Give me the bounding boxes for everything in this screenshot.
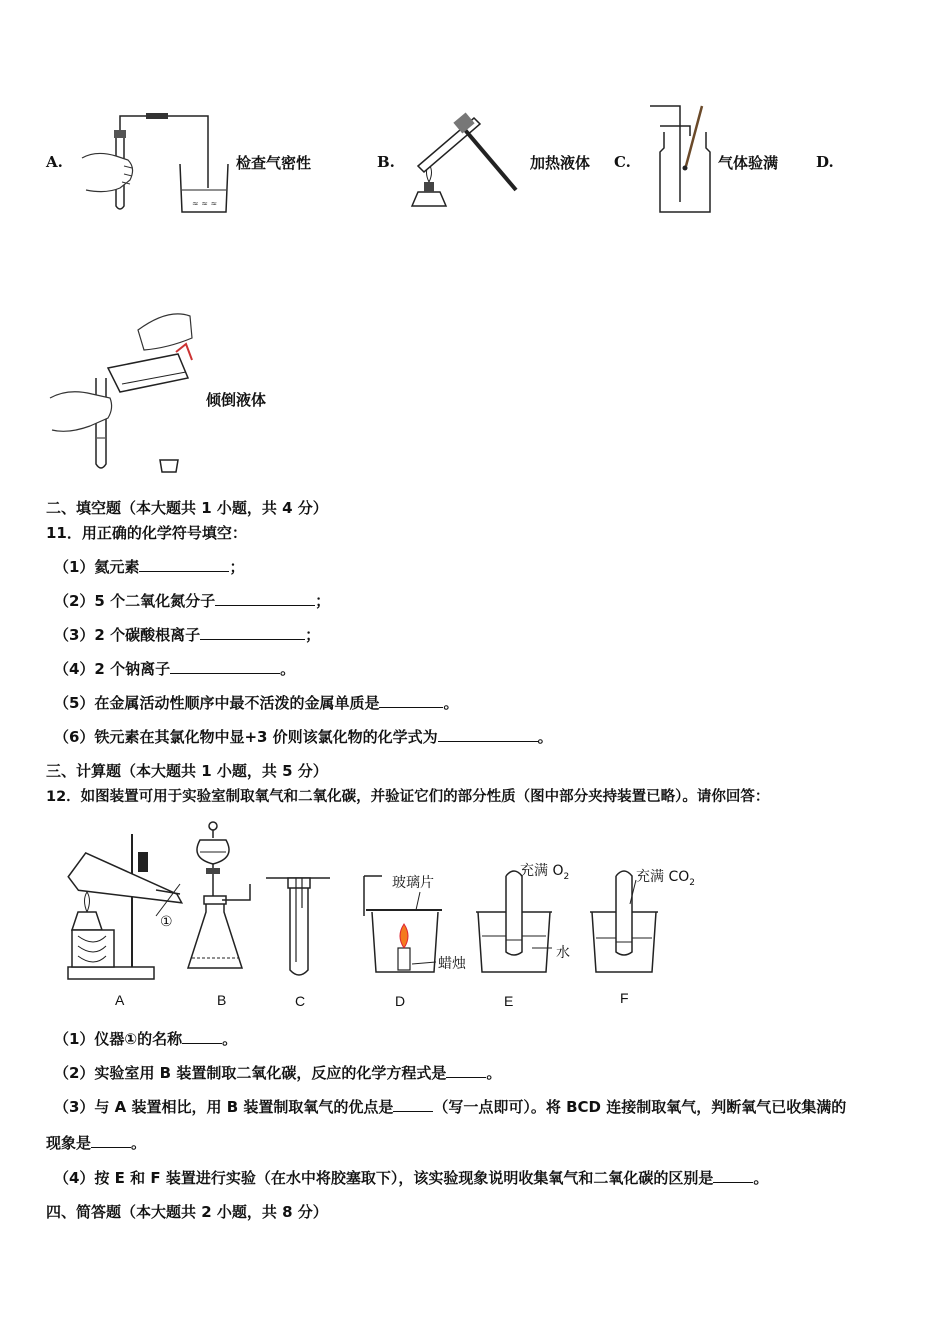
q11-item-1: （1）氦元素 ； xyxy=(54,558,245,576)
option-d-letter: D. xyxy=(816,153,834,171)
answer-blank[interactable] xyxy=(200,625,305,640)
q12-item-1: （1）仪器①的名称 。 xyxy=(54,1030,238,1048)
full-co2-label: 充满 $CO_2$ xyxy=(636,869,695,888)
option-c-figure xyxy=(646,102,716,217)
q11-item-2: （2）5 个二氧化氮分子 ； xyxy=(54,592,331,610)
option-b-letter: B. xyxy=(377,153,395,171)
apparatus-a xyxy=(67,834,187,979)
option-a-figure xyxy=(76,108,236,218)
answer-blank[interactable] xyxy=(91,1133,131,1148)
apparatus-c xyxy=(266,878,330,975)
q12-item-3-cont: 现象是 。 xyxy=(46,1134,147,1152)
answer-blank[interactable] xyxy=(139,557,229,572)
option-a-letter: A. xyxy=(46,153,63,171)
option-a-caption: 检查气密性 xyxy=(236,154,312,172)
apparatus-figure xyxy=(60,812,720,1012)
section2-heading: 二、填空题（本大题共 1 小题，共 4 分） xyxy=(46,499,328,517)
q11-item-5: （5）在金属活动性顺序中最不活泼的金属单质是 。 xyxy=(54,694,459,712)
q11-item-4: （4）2 个钠离子 。 xyxy=(54,660,296,678)
q12-item-4: （4）按 E 和 F 装置进行实验（在水中将胶塞取下），该实验现象说明收集氧气和二氧化碳的区别是 。 xyxy=(54,1169,769,1187)
q12-item-2: （2）实验室用 B 装置制取二氧化碳，反应的化学方程式是 。 xyxy=(54,1064,502,1082)
apparatus-label-a: A xyxy=(115,992,125,1008)
q11-item-6: （6）铁元素在其氯化物中显+3 价则该氯化物的化学式为 。 xyxy=(54,728,553,746)
q11-item-3: （3）2 个碳酸根离子 ； xyxy=(54,626,321,644)
option-c-letter: C. xyxy=(614,153,631,171)
answer-blank[interactable] xyxy=(713,1168,753,1183)
glass-plate-label: 玻璃片 xyxy=(392,875,434,891)
answer-blank[interactable] xyxy=(446,1063,486,1078)
apparatus-e xyxy=(476,871,552,972)
answer-blank[interactable] xyxy=(379,693,443,708)
apparatus-label-f: F xyxy=(620,990,629,1006)
option-d-caption: 倾倒液体 xyxy=(206,391,267,409)
option-d-figure xyxy=(48,308,198,478)
full-o2-label: 充满 $O_2$ xyxy=(520,863,570,882)
section4-heading: 四、简答题（本大题共 2 小题，共 8 分） xyxy=(46,1203,328,1221)
option-c-caption: 气体验满 xyxy=(718,154,779,172)
svg-text:≈ ≈ ≈: ≈ ≈ ≈ xyxy=(192,199,218,208)
section3-heading: 三、计算题（本大题共 1 小题，共 5 分） xyxy=(46,762,328,780)
circle-marker-1: ① xyxy=(160,914,173,930)
apparatus-label-e: E xyxy=(504,993,514,1009)
apparatus-label-b: B xyxy=(217,992,227,1008)
answer-blank[interactable] xyxy=(182,1029,222,1044)
q11-stem: 11．用正确的化学符号填空： xyxy=(46,524,247,542)
answer-blank[interactable] xyxy=(215,591,315,606)
q12-stem: 12．如图装置可用于实验室制取氧气和二氧化碳，并验证它们的部分性质（图中部分夹持装置已略）。请你回答： xyxy=(46,789,770,805)
answer-blank[interactable] xyxy=(170,659,280,674)
answer-blank[interactable] xyxy=(393,1097,433,1112)
q12-item-3: （3）与 A 装置相比，用 B 装置制取氧气的优点是 （写一点即可）。将 BCD 连接制取氧气，判断氧气已收集满的 xyxy=(54,1098,847,1116)
apparatus-label-c: C xyxy=(295,993,306,1009)
water-label: 水 xyxy=(556,945,570,961)
option-b-figure xyxy=(404,108,524,218)
apparatus-label-d: D xyxy=(395,993,406,1009)
option-b-caption: 加热液体 xyxy=(530,154,591,172)
apparatus-b xyxy=(188,822,250,968)
answer-blank[interactable] xyxy=(438,727,538,742)
candle-label: 蜡烛 xyxy=(438,956,466,972)
